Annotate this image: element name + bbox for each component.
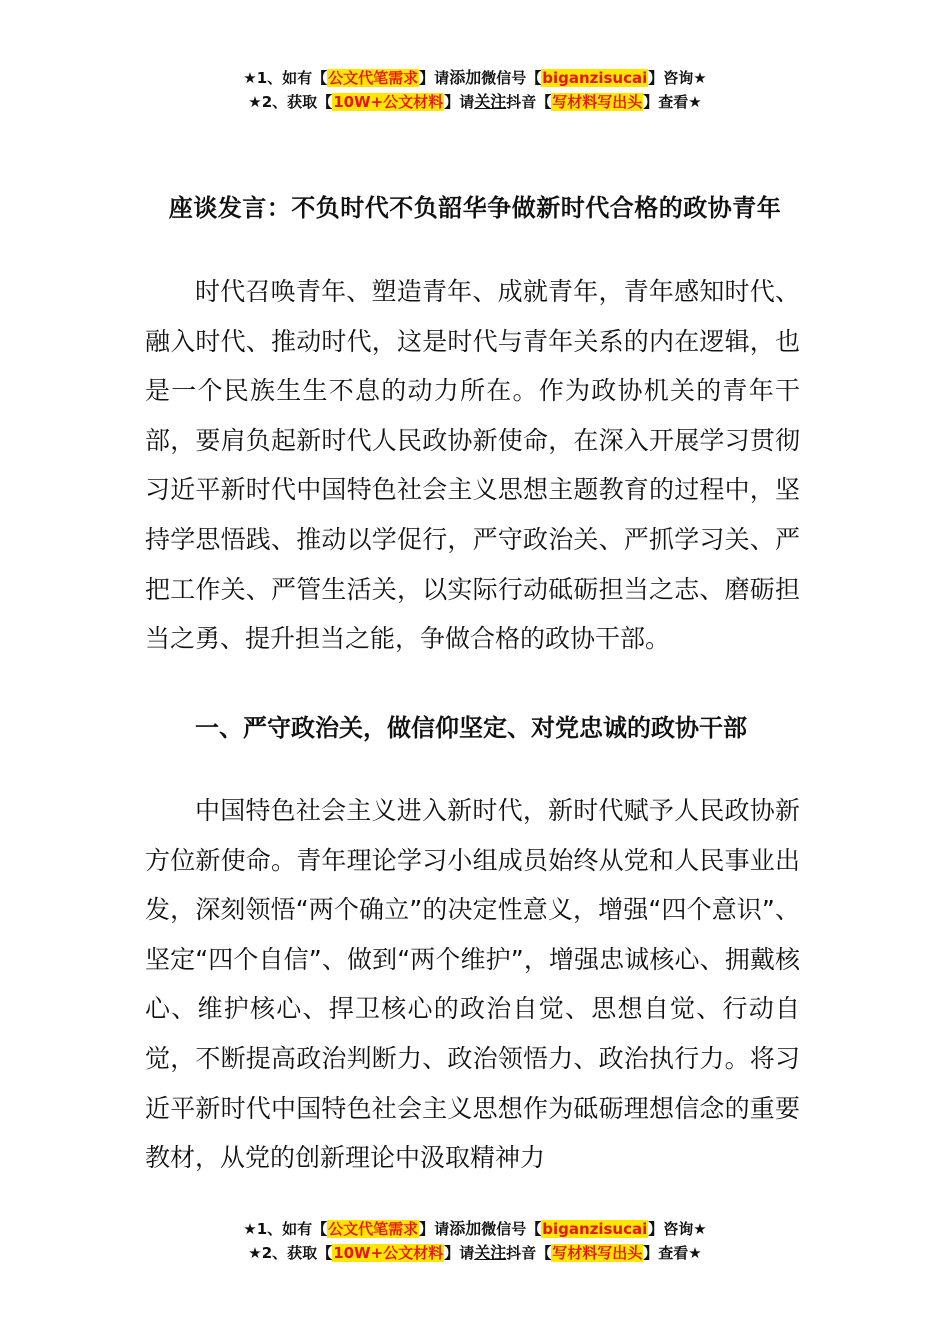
document-title: 座谈发言：不负时代不负韶华争做新时代合格的政协青年 [168,194,782,222]
wechat-id-highlight: biganzisucai [542,1220,648,1238]
douyin-id-highlight: 写材料写出头 [552,93,643,111]
promo-highlight: 10W+公文材料 [333,1244,444,1262]
promo-highlight: 公文代笔需求 [328,69,419,87]
promo-line-1: ★1、如有【公文代笔需求】请添加微信号【biganzisucai】咨询★ [243,1219,707,1238]
body-paragraph-2: 中国特色社会主义进入新时代，新时代赋予人民政协新方位新使命。青年理论学习小组成员始终从党和人民事业出发，深刻领悟“两个确立”的决定性意义，增强“四个意识”、坚定“四个自信”、做到“两个维护”，增强忠诚核心、拥戴核心、维护核心、捍卫核心的政治自觉、思想自觉、行动自觉，不断提高政治判断力、政治领悟力、政治执行力。将习近平新时代中国特色社会主义思想作为砥砺理想信念的重要教材，从党的创新理论中汲取精神力 [145,796,800,1173]
wechat-id-highlight: biganzisucai [542,69,648,87]
promo-banner-top [0,66,950,114]
promo-line-2: ★2、获取【10W+公文材料】请关注抖音【写材料写出头】查看★ [248,92,702,111]
promo-line-1: ★1、如有【公文代笔需求】请添加微信号【biganzisucai】咨询★ [243,68,707,87]
body-paragraph-1: 时代召唤青年、塑造青年、成就青年，青年感知时代、融入时代、推动时代，这是时代与青年关系的内在逻辑，也是一个民族生生不息的动力所在。作为政协机关的青年干部，要肩负起新时代人民政协新使命，在深入开展学习贯彻习近平新时代中国特色社会主义思想主题教育的过程中，坚持学思悟践、推动以学促行，严守政治关、严抓学习关、严把工作关、严管生活关，以实际行动砥砺担当之志、磨砺担当之勇、提升担当之能，争做合格的政协干部。 [145,277,800,654]
promo-banner-bottom [0,1217,950,1265]
douyin-id-highlight: 写材料写出头 [552,1244,643,1262]
promo-highlight: 公文代笔需求 [328,1220,419,1238]
promo-line-2: ★2、获取【10W+公文材料】请关注抖音【写材料写出头】查看★ [248,1243,702,1262]
promo-highlight: 10W+公文材料 [333,93,444,111]
section-heading-1: 一、严守政治关，做信仰坚定、对党忠诚的政协干部 [195,714,747,742]
